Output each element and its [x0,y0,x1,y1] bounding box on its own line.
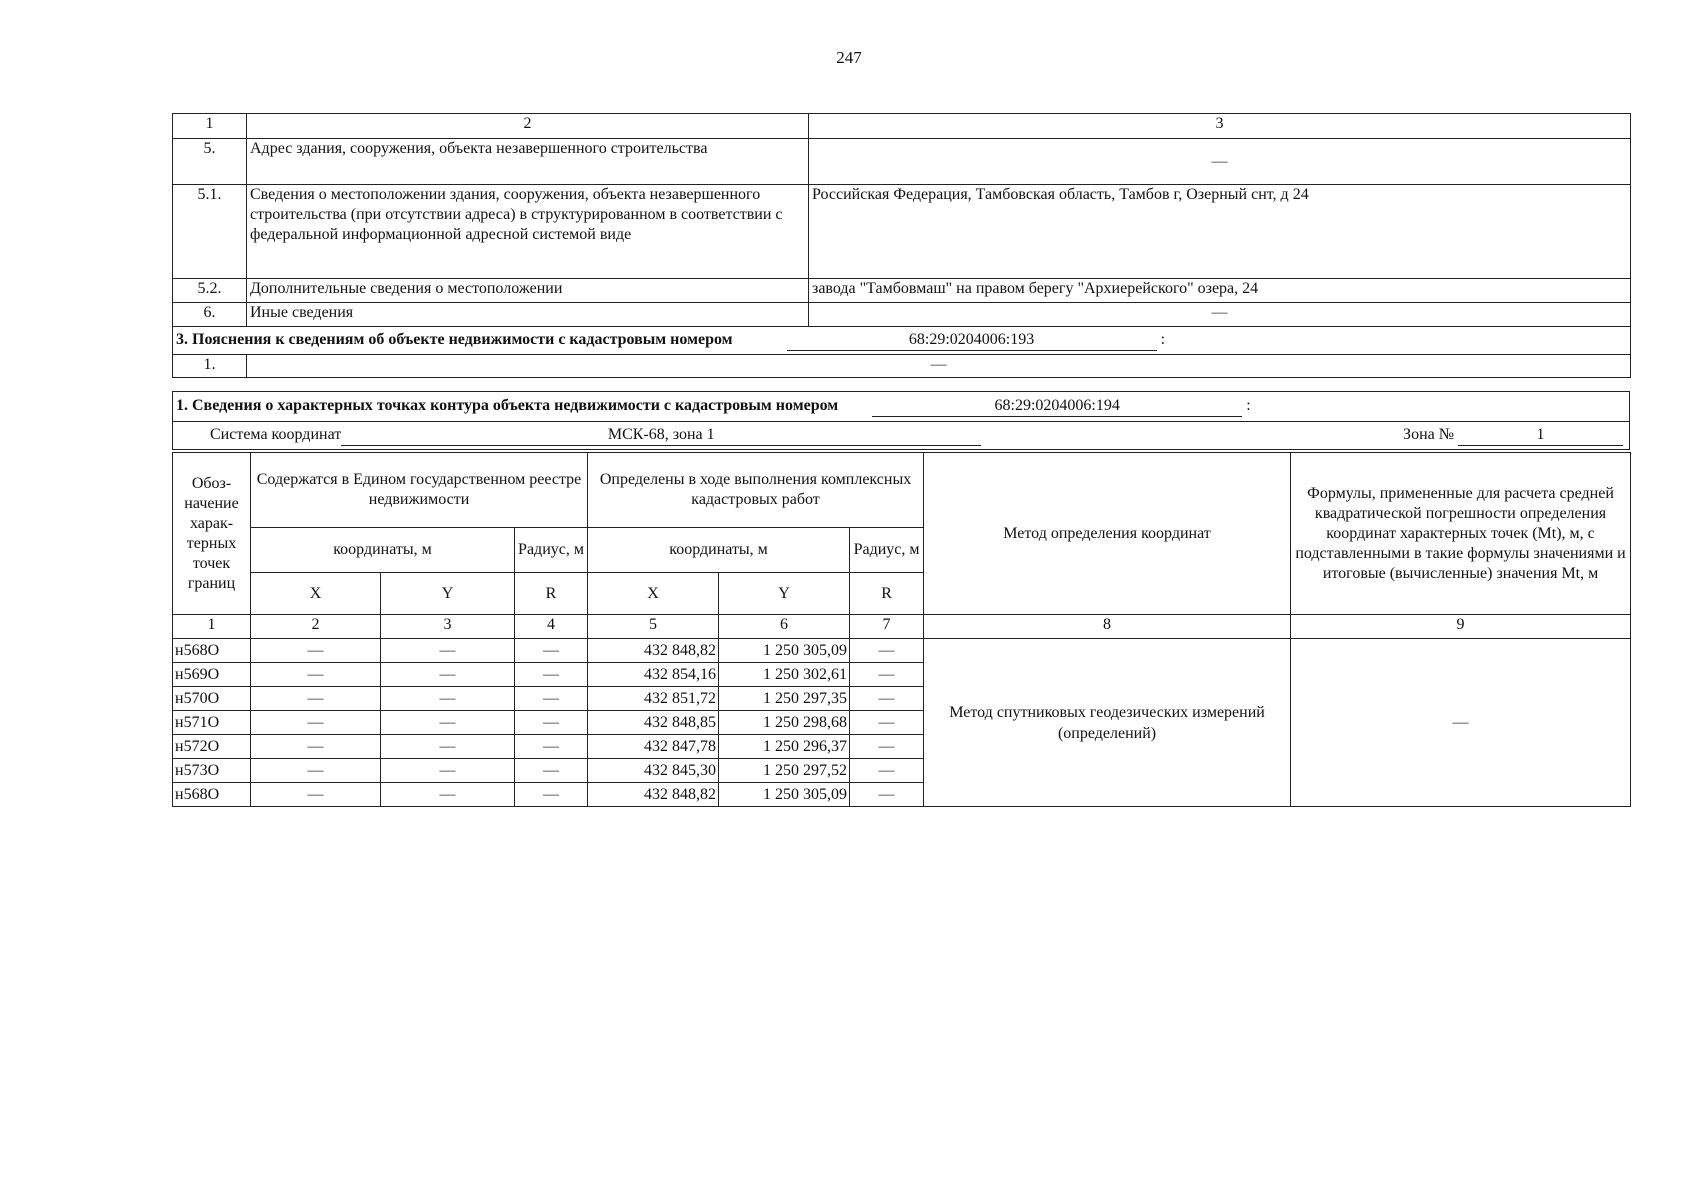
row-number: 5.1. [173,185,247,279]
radius: — [850,687,924,711]
x-egrn: — [251,783,381,807]
table-row [173,639,1631,663]
x-egrn: — [251,711,381,735]
y-egrn: — [381,735,515,759]
point-designation: н568О [173,639,251,663]
y-header: Y [381,573,515,615]
formula-header: Формулы, примененные для расчета средней квадратической погрешности определения координат характерных точек (Mt), м, с подставленными в такие формулы значениями и итоговые (вычисленные) значения Mt, м [1291,453,1631,615]
x-header: X [251,573,381,615]
x-egrn: — [251,687,381,711]
address-table [172,113,1631,378]
radius: — [850,663,924,687]
x-egrn: — [251,663,381,687]
column-number: 5 [588,615,719,639]
coords-header: координаты, м [251,528,515,573]
r-egrn: — [515,735,588,759]
table-row [173,185,1631,279]
x-coordinate: 432 848,82 [588,783,719,807]
x-egrn: — [251,735,381,759]
coord-system-value: МСК-68, зона 1 [341,425,981,446]
coord-system-label: Система координат [210,426,342,443]
point-designation: н573О [173,759,251,783]
x-coordinate: 432 851,72 [588,687,719,711]
page-number: 247 [836,48,862,67]
method-header: Метод определения координат [924,453,1291,615]
row-label: Сведения о местоположении здания, сооружения, объекта незавершенного строительства (при отсутствии адреса) в структурированном в соответствии с федеральной информационной адресной системой виде [247,185,809,279]
y-header: Y [719,573,850,615]
column-number: 7 [850,615,924,639]
section3-cadastral-number: 68:29:0204006:193 [787,330,1157,351]
column-number-row [173,615,1631,639]
egrn-header: Содержатся в Едином государственном реестре недвижимости [251,453,588,528]
x-coordinate: 432 847,78 [588,735,719,759]
y-coordinate: 1 250 302,61 [719,663,850,687]
table-header-row [173,114,1631,139]
x-egrn: — [251,759,381,783]
radius-header: Радиус, м [850,528,924,573]
table-row [173,279,1631,303]
column-number: 3 [381,615,515,639]
y-egrn: — [381,687,515,711]
point-designation: н570О [173,687,251,711]
contour-title-row [173,392,1630,422]
point-designation: н572О [173,735,251,759]
row-value: завода "Тамбовмаш" на правом берегу "Архиерейского" озера, 24 [809,279,1631,303]
y-egrn: — [381,711,515,735]
zone-label: Зона № [1403,426,1454,443]
table-header-row [173,453,1631,528]
row-number: 5. [173,139,247,185]
contour-title-table [172,391,1630,450]
row-value: Российская Федерация, Тамбовская область, Тамбов г, Озерный снт, д 24 [809,185,1631,279]
contour-cadastral-number: 68:29:0204006:194 [872,396,1242,417]
table-row [173,303,1631,327]
coord-system-row [173,422,1630,450]
row-label: Иные сведения [247,303,809,327]
radius: — [850,711,924,735]
point-designation: н568О [173,783,251,807]
point-designation: н571О [173,711,251,735]
column-number: 1 [173,615,251,639]
y-egrn: — [381,759,515,783]
method-value: Метод спутниковых геодезических измерений (определений) [924,639,1291,807]
header-cell: 1 [173,114,247,139]
column-number: 4 [515,615,588,639]
radius: — [850,759,924,783]
section3-title-row [173,327,1631,355]
header-cell: 3 [809,114,1631,139]
x-coordinate: 432 845,30 [588,759,719,783]
column-number: 6 [719,615,850,639]
table-row [173,355,1631,378]
column-number: 2 [251,615,381,639]
column-number: 9 [1291,615,1631,639]
y-egrn: — [381,663,515,687]
row-number: 1. [173,355,247,378]
row-value: — [247,355,1631,378]
row-number: 5.2. [173,279,247,303]
r-egrn: — [515,663,588,687]
x-header: X [588,573,719,615]
header-cell: 2 [247,114,809,139]
r-egrn: — [515,711,588,735]
y-coordinate: 1 250 297,52 [719,759,850,783]
designation-header: Обоз-начение харак-терных точек границ [173,453,251,615]
y-coordinate: 1 250 305,09 [719,783,850,807]
points-table [172,452,1631,807]
table-row [173,139,1631,185]
r-egrn: — [515,639,588,663]
zone-value: 1 [1458,425,1623,446]
section3-colon: : [1160,331,1166,348]
y-egrn: — [381,783,515,807]
row-label: Адрес здания, сооружения, объекта незавершенного строительства [247,139,809,185]
x-egrn: — [251,639,381,663]
r-egrn: — [515,783,588,807]
radius: — [850,735,924,759]
column-number: 8 [924,615,1291,639]
x-coordinate: 432 848,82 [588,639,719,663]
row-value: — [809,303,1631,327]
contour-colon: : [1246,397,1251,414]
y-egrn: — [381,639,515,663]
formula-value: — [1291,639,1631,807]
r-egrn: — [515,759,588,783]
contour-title: 1. Сведения о характерных точках контура объекта недвижимости с кадастровым номером [176,397,839,414]
kkr-header: Определены в ходе выполнения комплексных кадастровых работ [588,453,924,528]
r-header: R [850,573,924,615]
point-designation: н569О [173,663,251,687]
x-coordinate: 432 854,16 [588,663,719,687]
radius: — [850,783,924,807]
radius-header: Радиус, м [515,528,588,573]
radius: — [850,639,924,663]
r-header: R [515,573,588,615]
y-coordinate: 1 250 298,68 [719,711,850,735]
x-coordinate: 432 848,85 [588,711,719,735]
y-coordinate: 1 250 297,35 [719,687,850,711]
r-egrn: — [515,687,588,711]
row-label: Дополнительные сведения о местоположении [247,279,809,303]
y-coordinate: 1 250 296,37 [719,735,850,759]
row-value: — [809,139,1631,185]
y-coordinate: 1 250 305,09 [719,639,850,663]
coords-header: координаты, м [588,528,850,573]
section3-title: 3. Пояснения к сведениям об объекте недвижимости с кадастровым номером [176,331,733,348]
row-number: 6. [173,303,247,327]
